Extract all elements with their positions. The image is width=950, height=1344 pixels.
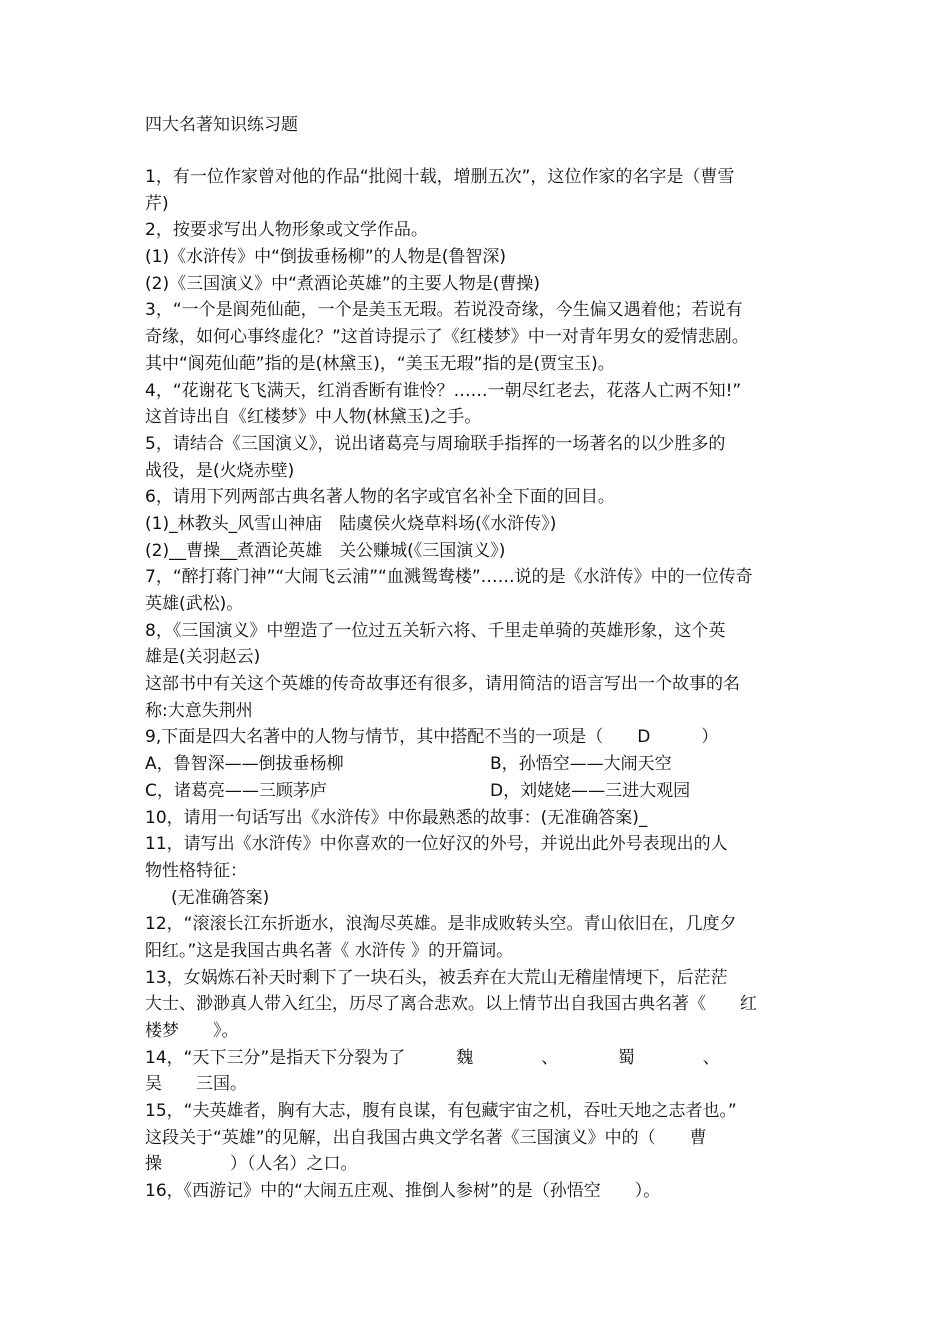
text-line: (2)《三国演义》中“煮酒论英雄”的主要人物是(曹操) xyxy=(145,273,540,294)
choice-row xyxy=(145,751,825,778)
text-line: 9,下面是四大名著中的人物与情节，其中搭配不当的一项是（ D ） xyxy=(145,727,719,748)
text-line: 英雄(武松)。 xyxy=(145,594,244,614)
text-line: 操 ）（人名）之口。 xyxy=(145,1154,358,1175)
text-line: 3，“一个是阆苑仙葩，一个是美玉无瑕。若说没奇缘，今生偏又遇着他；若说有 xyxy=(145,300,743,321)
text-line: 14，“天下三分”是指天下分裂为了 魏 、 蜀 、 xyxy=(145,1047,720,1068)
text-line: 12，“滚滚长江东折逝水，浪淘尽英雄。是非成败转头空。青山依旧在，几度夕 xyxy=(145,914,737,935)
choice-row xyxy=(145,778,825,805)
choice-a: A，鲁智深——倒拔垂杨柳 xyxy=(145,754,344,775)
text-line: 16，《西游记》中的“大闹五庄观、推倒人参树”的是（孙悟空 ）。 xyxy=(145,1181,661,1202)
text-line: 大士、渺渺真人带入红尘，历尽了离合悲欢。以上情节出自我国古典名著《 红 xyxy=(145,994,757,1015)
document-body xyxy=(145,164,825,1205)
text-line: 15，“夫英雄者，胸有大志，腹有良谋，有包藏宇宙之机，吞吐天地之志者也。” xyxy=(145,1101,737,1122)
text-line: 8，《三国演义》中塑造了一位过五关斩六将、千里走单骑的英雄形象，这个英 xyxy=(145,620,726,641)
text-line: 这段关于“英雄”的见解，出自我国古典文学名著《三国演义》中的（ 曹 xyxy=(145,1127,707,1148)
text-line: 楼梦 》。 xyxy=(145,1021,239,1041)
text-line: (1)_林教头_风雪山神庙 陆虞侯火烧草料场(《水浒传》) xyxy=(145,513,557,534)
text-line: 这部书中有关这个英雄的传奇故事还有很多，请用简洁的语言写出一个故事的名 xyxy=(145,674,740,695)
text-line: 吴 三国。 xyxy=(145,1074,247,1095)
text-line: 2，按要求写出人物形象或文学作品。 xyxy=(145,220,428,241)
text-line: 战役，是(火烧赤壁) xyxy=(145,460,295,481)
text-line: (2)__曹操__煮酒论英雄 关公赚城(《三国演义》) xyxy=(145,540,506,561)
text-line: 5，请结合《三国演义》，说出诸葛亮与周瑜联手指挥的一场著名的以少胜多的 xyxy=(145,433,726,454)
text-line: 这首诗出自《红楼梦》中人物(林黛玉)之手。 xyxy=(145,407,482,428)
choice-c: C，诸葛亮——三顾茅庐 xyxy=(145,780,327,801)
text-line: 雄是(关羽赵云) xyxy=(145,647,261,668)
text-line: 称:大意失荆州 xyxy=(145,700,253,721)
text-line: 13，女娲炼石补天时剩下了一块石头，被丢弃在大荒山无稽崖情埂下，后茫茫 xyxy=(145,967,728,988)
text-line: (无准确答案) xyxy=(171,887,270,908)
text-line: 10，请用一句话写出《水浒传》中你最熟悉的故事：(无准确答案)_ xyxy=(145,807,648,828)
text-line: 奇缘，如何心事终虚化？”这首诗提示了《红楼梦》中一对青年男女的爱情悲剧。 xyxy=(145,327,749,348)
text-line: 1，有一位作家曾对他的作品“批阅十载，增删五次”，这位作家的名字是（曹雪 xyxy=(145,167,735,187)
text-line: 7，“醉打蒋门神”“大闹飞云浦”“血溅鸳鸯楼”……说的是《水浒传》中的一位传奇 xyxy=(145,567,753,588)
text-line: 阳红。”这是我国古典名著《 水浒传 》的开篇词。 xyxy=(145,940,514,961)
text-line: 物性格特征： xyxy=(145,860,247,881)
document-title: 四大名著知识练习题 xyxy=(145,115,298,135)
choice-d: D，刘姥姥——三进大观园 xyxy=(490,780,691,801)
text-line: 4，“花谢花飞飞满天，红消香断有谁怜？……一朝尽红老去，花落人亡两不知!” xyxy=(145,380,742,401)
text-line: 11，请写出《水浒传》中你喜欢的一位好汉的外号，并说出此外号表现出的人 xyxy=(145,834,728,855)
text-line: 其中“阆苑仙葩”指的是(林黛玉)，“美玉无瑕”指的是(贾宝玉)。 xyxy=(145,353,615,374)
text-line: (1)《水浒传》中“倒拔垂杨柳”的人物是(鲁智深) xyxy=(145,247,506,268)
choice-b: B，孙悟空——大闹天空 xyxy=(490,754,672,775)
text-line: 芹) xyxy=(145,193,169,214)
text-line: 6，请用下列两部古典名著人物的名字或官名补全下面的回目。 xyxy=(145,487,615,508)
